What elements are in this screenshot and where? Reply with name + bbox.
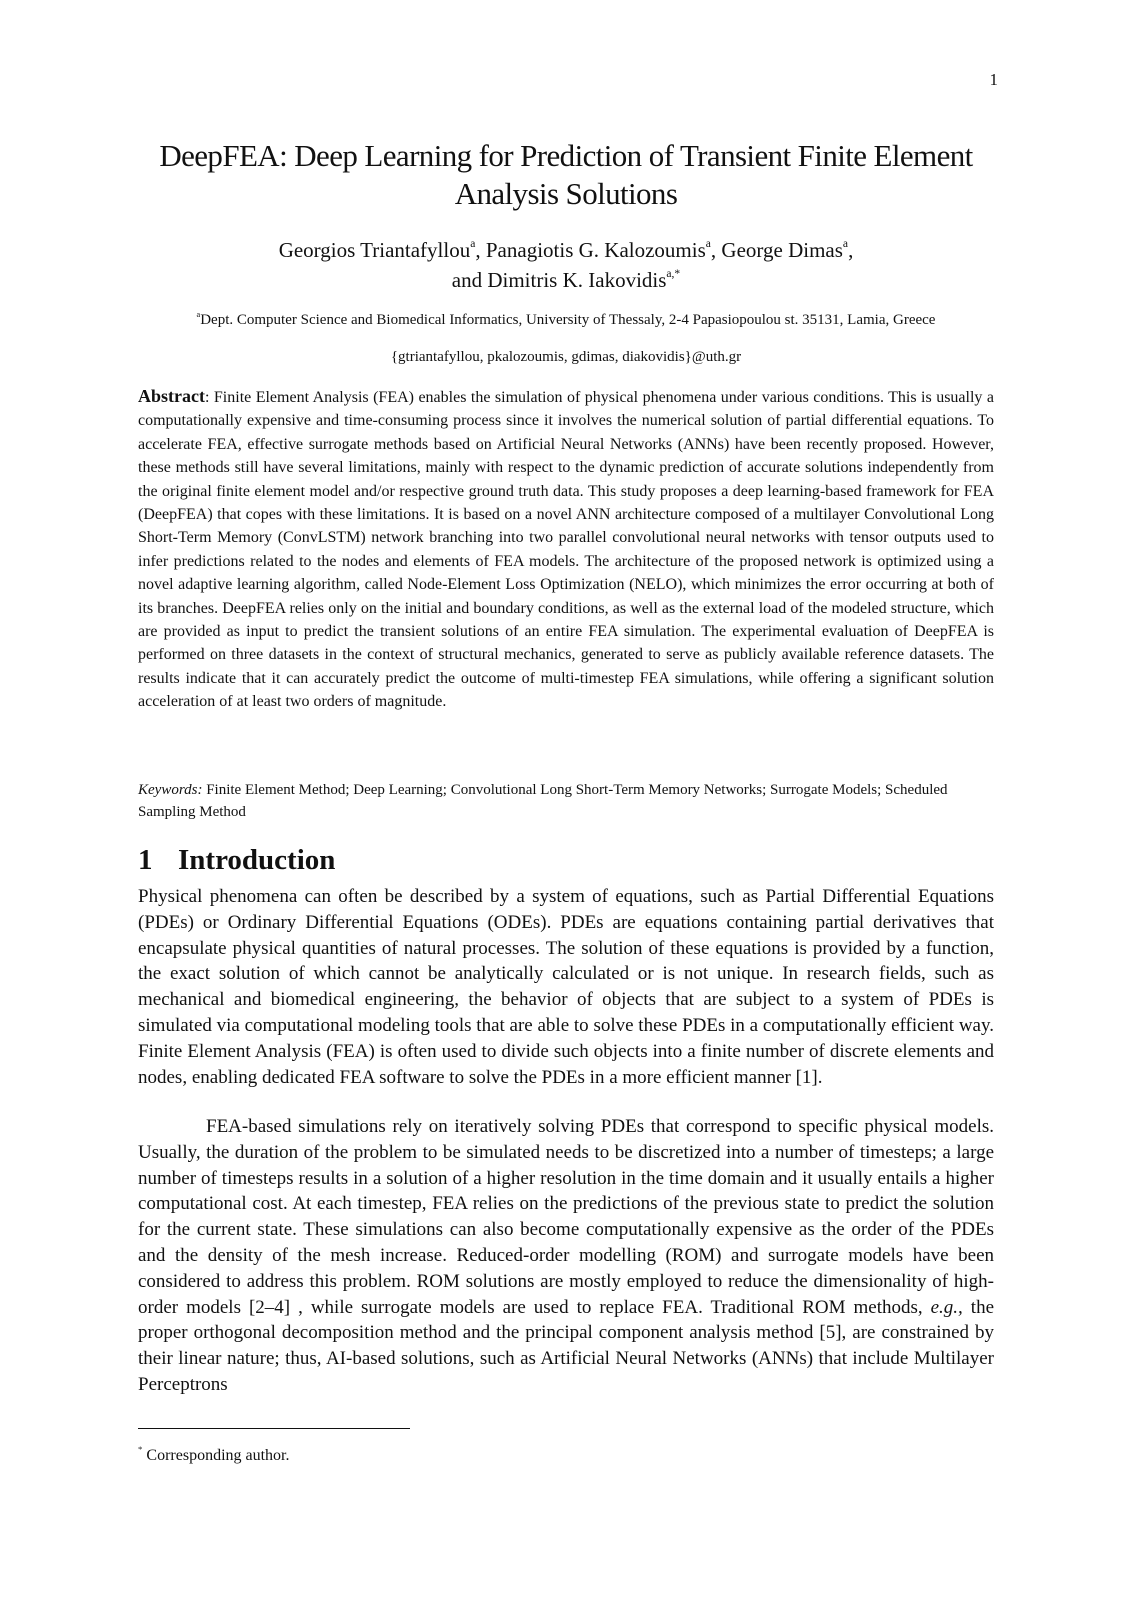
section-number: 1 <box>138 844 153 876</box>
author-affiliation-mark: a,* <box>666 268 681 281</box>
paragraph-text: FEA-based simulations rely on iteratively solving PDEs that correspond to specific physical models. Usually, the duration of the problem to be simulated needs to be discretized into a number of timesteps; a large number of timesteps results in a solution of a higher resolution in the time domain and it usually entails a higher computational cost. At each timestep, FEA relies on the predictions of the previous state to predict the solution for the current state. These simulations can also become computationally expensive as the order of the PDEs and the density of the mesh increase. Reduced-order modelling (ROM) and surrogate models have been considered to address this problem. ROM solutions are mostly employed to reduce the dimensionality of high-order models [2–4] , while surrogate models are used to replace FEA. Traditional ROM methods, <box>138 1116 994 1318</box>
section-title: Introduction <box>178 844 336 876</box>
author-name: Panagiotis G. Kalozoumis <box>485 238 706 262</box>
author-separator: , <box>475 238 486 262</box>
intro-paragraph-1: Physical phenomena can often be described by a system of equations, such as Partial Differential Equations (PDEs) or Ordinary Differential Equations (ODEs). PDEs are equations containing partial derivatives that encapsulate physical quantities of natural processes. The solution of these equations is provided by a function, the exact solution of which cannot be analytically calculated or is not unique. In research fields, such as mechanical and biomedical engineering, the behavior of objects that are subject to a system of PDEs is simulated via computational modeling tools that are able to solve these PDEs in a computationally efficient way. Finite Element Analysis (FEA) is often used to divide such objects into a finite number of discrete elements and nodes, enabling dedicated FEA software to solve the PDEs in a more efficient manner [1]. <box>138 886 994 1088</box>
author-separator: , <box>848 238 854 262</box>
author-affiliation-mark: a <box>470 238 476 251</box>
abstract <box>138 385 994 714</box>
author-name: Georgios Triantafyllou <box>278 238 471 262</box>
section-heading-introduction <box>138 842 335 878</box>
author-separator: , <box>710 238 722 262</box>
page-number: 1 <box>989 70 998 89</box>
abstract-text: : Finite Element Analysis (FEA) enables the simulation of physical phenomena under various conditions. This is usually a computationally expensive and time-consuming process since it involves the numerical solution of partial differential equations. To accelerate FEA, effective surrogate methods based on Artificial Neural Networks (ANNs) have been recently proposed. However, these methods still have several limitations, mainly with respect to the dynamic prediction of accurate solutions independently from the original finite element model and/or respective ground truth data. This study proposes a deep learning-based framework for FEA (DeepFEA) that copes with these limitations. It is based on a novel ANN architecture composed of a multilayer Convolutional Long Short-Term Memory (ConvLSTM) network branching into two parallel convolutional neural networks with tensor outputs used to infer predictions related to the nodes and elements of FEA models. The architecture of the proposed network is optimized using a novel adaptive learning algorithm, called Node-Element Loss Optimization (NELO), which minimizes the error occurring at both of its branches. DeepFEA relies only on the initial and boundary conditions, as well as the external load of the modeled structure, which are provided as input to predict the transient solutions of an entire FEA simulation. The experimental evaluation of DeepFEA is performed on three datasets in the context of structural mechanics, generated to serve as publicly available reference datasets. The results indicate that it can accurately predict the outcome of multi-timestep FEA simulations, while offering a significant solution acceleration of at least two orders of magnitude. <box>138 389 994 711</box>
author-name: George Dimas <box>721 238 843 262</box>
author-affiliation-mark: a <box>842 238 849 251</box>
footnote-text: Corresponding author. <box>142 1447 290 1464</box>
author-list <box>138 235 994 295</box>
paper-title: DeepFEA: Deep Learning for Prediction of Transient Finite Element Analysis Solutions <box>159 138 973 211</box>
author-name: and Dimitris K. Iakovidis <box>451 268 667 292</box>
author-affiliation-mark: a <box>705 238 711 251</box>
paragraph-text: the proper orthogonal decomposition method and the principal component analysis method [5], are constrained by their linear nature; thus, AI-based solutions, such as Artificial Neural Networks (ANNs) that include Multilayer Perceptrons <box>138 1296 994 1395</box>
footnote-mark: * <box>138 1444 143 1455</box>
keywords-text: Finite Element Method; Deep Learning; Convolutional Long Short-Term Memory Networks; Surrogate Models; Scheduled Sampling Method <box>138 782 948 820</box>
affiliation <box>138 310 994 330</box>
keywords-label: Keywords: <box>138 782 203 798</box>
footnote-divider <box>138 1428 410 1429</box>
intro-paragraph-2 <box>138 1114 994 1398</box>
author-emails: {gtriantafyllou, pkalozoumis, gdimas, diakovidis}@uth.gr <box>390 349 742 365</box>
abstract-label: Abstract <box>138 386 205 406</box>
keywords <box>138 779 994 823</box>
paragraph-emphasis: e.g., <box>930 1296 963 1318</box>
footnote <box>138 1446 290 1466</box>
affiliation-mark: a <box>196 309 201 319</box>
affiliation-text: Dept. Computer Science and Biomedical Informatics, University of Thessaly, 2-4 Papasiopoulou st. 35131, Lamia, Greece <box>200 312 936 328</box>
